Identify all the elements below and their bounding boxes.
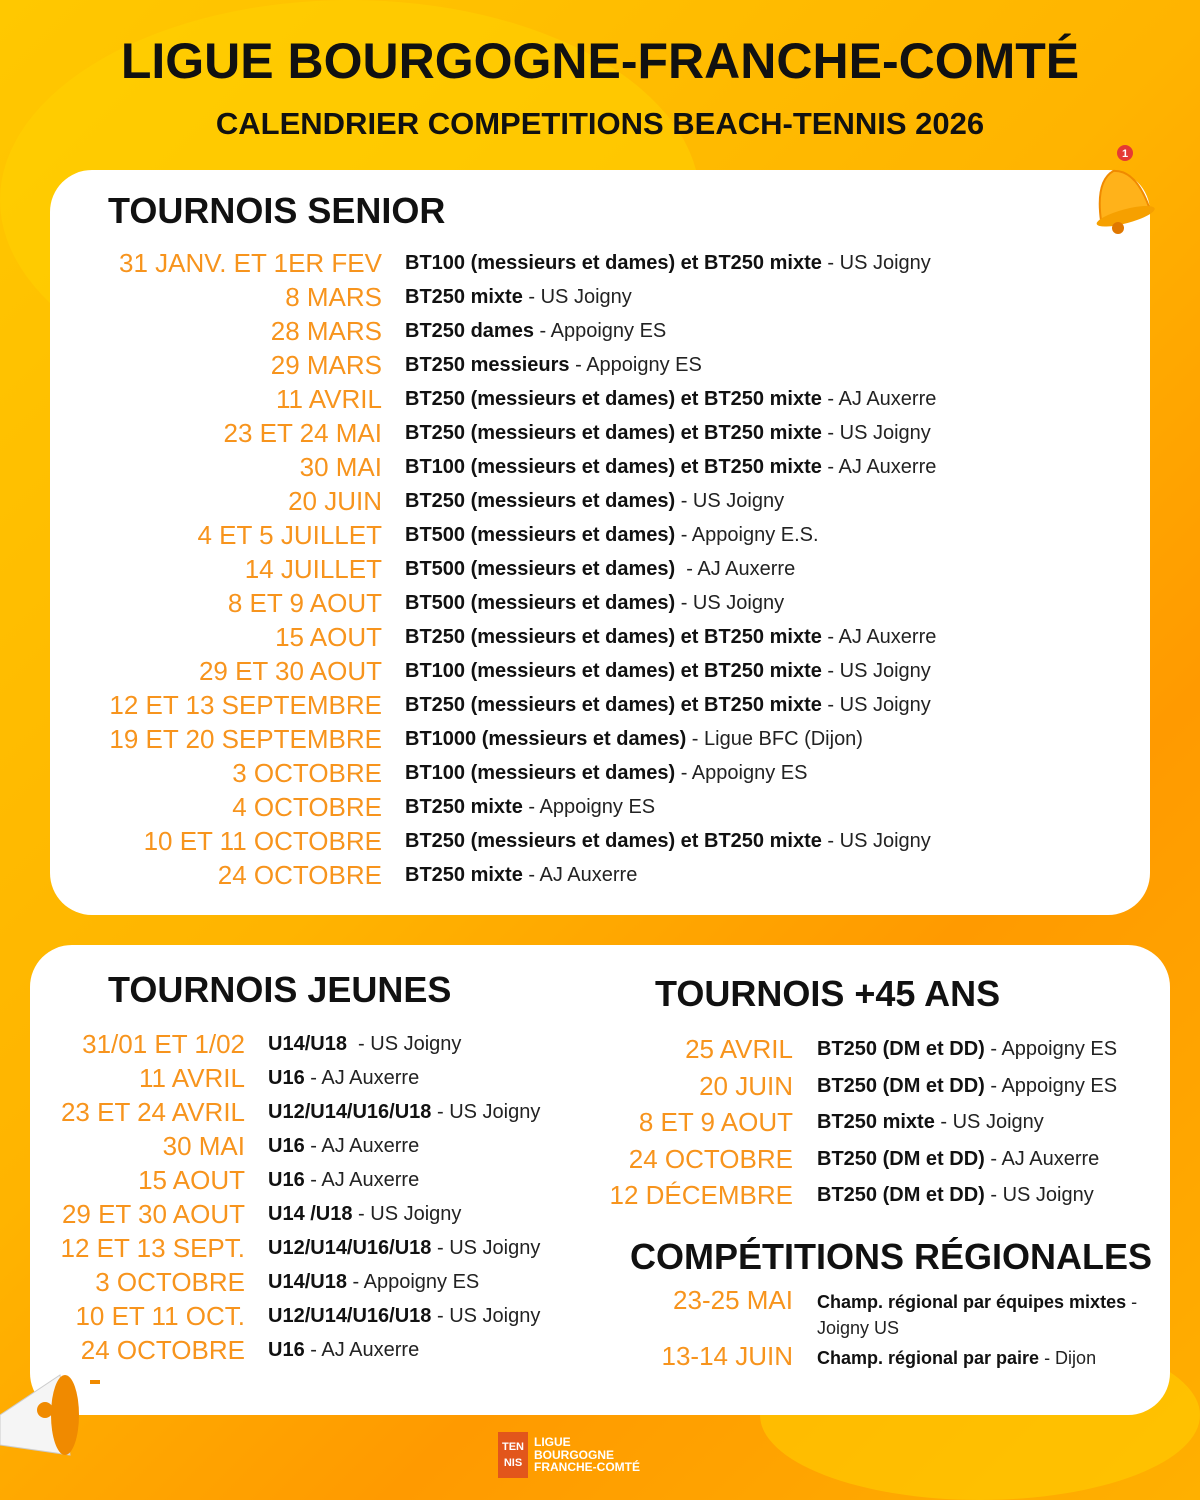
event-description (405, 486, 784, 513)
event-date: 15 AOUT (138, 1165, 245, 1195)
event-category: U12/U14/U16/U18 (268, 1237, 432, 1259)
event-category: BT250 mixte (405, 864, 523, 886)
schedule-row (50, 826, 936, 860)
event-location: - US Joigny (431, 1237, 541, 1259)
event-category: BT100 (messieurs et dames) et BT250 mixte (405, 660, 822, 682)
jeunes-list (30, 1029, 540, 1369)
event-date: 31/01 ET 1/02 (82, 1029, 245, 1059)
event-category: BT250 (messieurs et dames) et BT250 mixte (405, 388, 822, 410)
schedule-row (50, 622, 936, 656)
event-category: BT500 (messieurs et dames) (405, 558, 676, 580)
page-title: LIGUE BOURGOGNE-FRANCHE-COMTÉ (120, 33, 1080, 89)
event-date: 14 JUILLET (244, 554, 382, 584)
event-description (268, 1063, 419, 1090)
event-date: 24 OCTOBRE (628, 1143, 793, 1174)
notification-count: 1 (1121, 148, 1129, 160)
event-category: BT250 (messieurs et dames) et BT250 mixte (405, 694, 822, 716)
event-location: - Appoigny ES (984, 1038, 1118, 1060)
logo-box (498, 1432, 528, 1478)
event-date: 8 ET 9 AOUT (227, 588, 382, 618)
event-description (405, 282, 632, 309)
event-category: U16 (268, 1169, 305, 1191)
schedule-row (550, 1071, 1117, 1108)
event-location: - Appoigny E.S. (675, 524, 819, 546)
footer-logo (498, 1432, 640, 1478)
event-location: - US Joigny (821, 660, 931, 682)
event-category: BT250 (DM et DD) (817, 1184, 985, 1206)
event-description (817, 1071, 1117, 1098)
schedule-row (50, 690, 936, 724)
event-location: - AJ Auxerre (821, 456, 937, 478)
plus45-list (550, 1034, 1117, 1217)
schedule-row (50, 520, 936, 554)
event-date: 23 ET 24 AVRIL (60, 1097, 245, 1127)
event-category: BT1000 (messieurs et dames) (405, 728, 687, 750)
event-description (405, 554, 795, 581)
event-location: - Appoigny ES (675, 762, 808, 784)
event-description (405, 792, 655, 819)
event-category: BT250 (DM et DD) (817, 1074, 985, 1097)
event-category: BT250 mixte (405, 796, 523, 818)
event-description (405, 690, 931, 717)
schedule-row (50, 588, 936, 622)
event-date: 10 ET 11 OCTOBRE (143, 826, 382, 856)
event-date: 25 AVRIL (685, 1034, 793, 1064)
event-location: - US Joigny (934, 1111, 1044, 1133)
event-category: BT100 (messieurs et dames) et BT250 mixte (405, 456, 822, 478)
event-location: - AJ Auxerre (675, 558, 796, 580)
event-location: - AJ Auxerre (522, 864, 638, 886)
senior-card (50, 170, 1150, 915)
event-category: BT250 (DM et DD) (817, 1147, 985, 1170)
event-date: 29 ET 30 AOUT (61, 1199, 245, 1229)
event-location: - US Joigny (821, 422, 931, 444)
event-date: 3 OCTOBRE (95, 1267, 245, 1297)
event-location: - Appoigny ES (569, 354, 702, 376)
event-date: 12 ET 13 SEPTEMBRE (109, 690, 382, 720)
event-location: - Appoigny ES (984, 1074, 1118, 1097)
event-location: - Appoigny ES (522, 796, 656, 818)
event-description (817, 1180, 1094, 1207)
event-description (405, 758, 807, 785)
event-category: BT250 (messieurs et dames) et BT250 mixte (405, 422, 822, 444)
schedule-row (50, 350, 936, 384)
event-description (405, 622, 936, 649)
event-location: - AJ Auxerre (304, 1067, 420, 1089)
event-description (405, 452, 936, 479)
event-description (405, 656, 931, 683)
event-date: 19 ET 20 SEPTEMBRE (109, 724, 382, 754)
event-category: U12/U14/U16/U18 (268, 1305, 432, 1327)
schedule-row (50, 758, 936, 792)
schedule-row (550, 1285, 1147, 1341)
event-location: - AJ Auxerre (304, 1135, 420, 1157)
event-date: 13-14 JUIN (661, 1341, 793, 1371)
senior-heading: TOURNOIS SENIOR (108, 190, 446, 231)
event-location: - US Joigny (675, 490, 785, 512)
schedule-row (30, 1063, 540, 1097)
event-location: - AJ Auxerre (821, 388, 937, 410)
schedule-row (550, 1107, 1117, 1144)
senior-list (50, 248, 936, 894)
event-date: 20 JUIN (288, 486, 382, 516)
event-date: 31 JANV. ET 1ER FEV (118, 248, 382, 278)
event-location: - Dijon (1039, 1348, 1097, 1368)
event-date: 29 MARS (270, 350, 382, 380)
schedule-row (50, 792, 936, 826)
event-date: 12 ET 13 SEPT. (60, 1233, 245, 1263)
schedule-row (50, 656, 936, 690)
schedule-row (30, 1029, 540, 1063)
schedule-row (550, 1034, 1117, 1071)
event-description (405, 860, 637, 887)
event-description (817, 1034, 1117, 1061)
event-category: U16 (268, 1339, 305, 1361)
event-date: 29 ET 30 AOUT (198, 656, 382, 686)
event-description (268, 1029, 461, 1056)
logo-line: LIGUE (534, 1435, 571, 1450)
logo-line: FRANCHE-COMTÉ (534, 1460, 640, 1475)
regionales-list (550, 1285, 1147, 1377)
event-date: 8 ET 9 AOUT (638, 1107, 793, 1137)
schedule-row (50, 724, 936, 758)
event-category: BT250 (messieurs et dames) et BT250 mixte (405, 626, 822, 648)
schedule-row (550, 1180, 1117, 1217)
event-category: BT250 (messieurs et dames) (405, 490, 676, 512)
page-subtitle: CALENDRIER COMPETITIONS BEACH-TENNIS 2026 (215, 106, 985, 141)
event-description (405, 724, 863, 751)
event-location: - Ligue BFC (Dijon) (686, 728, 863, 750)
event-description (268, 1335, 419, 1362)
event-location: - AJ Auxerre (304, 1169, 420, 1191)
event-date: 24 OCTOBRE (217, 860, 382, 890)
event-location: - US Joigny (675, 592, 785, 614)
logo-box-bottom: NIS (503, 1457, 523, 1469)
event-date: 23-25 MAI (673, 1285, 793, 1315)
event-category: BT250 mixte (405, 286, 523, 308)
schedule-row (50, 384, 936, 418)
event-description (817, 1285, 1147, 1341)
schedule-row (550, 1144, 1117, 1181)
jeunes-heading: TOURNOIS JEUNES (108, 969, 452, 1010)
event-location: - US Joigny (821, 830, 931, 852)
event-description (405, 248, 931, 275)
event-location: - Joigny US (817, 1292, 1143, 1338)
event-description (405, 384, 936, 411)
event-description (268, 1301, 540, 1328)
event-description (268, 1097, 540, 1124)
megaphone-icon (0, 1355, 110, 1475)
event-date: 3 OCTOBRE (232, 758, 382, 788)
event-date: 30 MAI (162, 1131, 245, 1161)
schedule-row (50, 282, 936, 316)
schedule-row (50, 248, 936, 282)
event-date: 11 AVRIL (139, 1063, 245, 1093)
event-category: Champ. régional par paire (817, 1348, 1040, 1368)
event-location: - AJ Auxerre (821, 626, 937, 648)
event-date: 11 AVRIL (276, 384, 382, 414)
schedule-row (30, 1199, 540, 1233)
event-category: BT250 (DM et DD) (817, 1038, 985, 1060)
event-date: 28 MARS (270, 316, 382, 346)
schedule-row (50, 316, 936, 350)
event-date: 20 JUIN (699, 1070, 793, 1101)
event-location: - US Joigny (984, 1184, 1094, 1206)
event-date: 8 MARS (285, 282, 382, 312)
event-location: - US Joigny (431, 1305, 541, 1327)
schedule-row (550, 1341, 1147, 1377)
regionales-heading: COMPÉTITIONS RÉGIONALES (630, 1236, 1153, 1277)
event-date: 30 MAI (299, 452, 382, 482)
event-description (268, 1267, 479, 1294)
schedule-row (30, 1233, 540, 1267)
schedule-row (30, 1097, 540, 1131)
bottom-card (30, 945, 1170, 1415)
event-location: - Appoigny ES (533, 320, 667, 342)
event-date: 10 ET 11 OCT. (75, 1301, 245, 1331)
event-location: - AJ Auxerre (984, 1147, 1100, 1170)
logo-box-top: TEN (502, 1440, 524, 1453)
event-location: - US Joigny (522, 286, 632, 308)
plus45-heading: TOURNOIS +45 ANS (655, 973, 1001, 1014)
schedule-row (50, 554, 936, 588)
schedule-row (50, 860, 936, 894)
event-category: BT500 (messieurs et dames) (405, 524, 676, 546)
event-description (268, 1131, 419, 1158)
event-date: 15 AOUT (275, 622, 382, 652)
schedule-row (30, 1301, 540, 1335)
schedule-row (50, 486, 936, 520)
logo-line: BOURGOGNE (534, 1447, 615, 1462)
bell-icon (1080, 145, 1160, 235)
event-category: BT100 (messieurs et dames) et BT250 mixte (405, 252, 822, 274)
event-location: - US Joigny (346, 1033, 462, 1055)
event-category: U16 (268, 1135, 305, 1157)
schedule-row (30, 1131, 540, 1165)
event-category: BT250 messieurs (405, 354, 570, 376)
event-location: - Appoigny ES (346, 1271, 480, 1293)
event-category: U12/U14/U16/U18 (268, 1101, 432, 1123)
schedule-row (30, 1165, 540, 1199)
event-location: - AJ Auxerre (304, 1339, 420, 1361)
event-description (817, 1107, 1044, 1134)
event-category: U16 (268, 1067, 305, 1089)
event-description (268, 1199, 461, 1226)
logo-text (534, 1436, 640, 1474)
schedule-row (50, 418, 936, 452)
event-date: 24 OCTOBRE (80, 1335, 245, 1365)
event-description (405, 826, 931, 853)
event-description (817, 1341, 1147, 1371)
event-category: Champ. régional par équipes mixtes (817, 1292, 1127, 1312)
schedule-row (50, 452, 936, 486)
event-location: - US Joigny (431, 1101, 541, 1123)
event-category: BT250 mixte (817, 1111, 935, 1133)
event-description (405, 588, 784, 615)
event-date: 23 ET 24 MAI (223, 418, 382, 448)
event-category: BT250 dames (405, 320, 534, 342)
event-category: U14/U18 (268, 1033, 347, 1055)
schedule-row (30, 1267, 540, 1301)
event-location: - US Joigny (821, 252, 931, 274)
event-description (405, 520, 819, 547)
event-description (405, 316, 666, 343)
event-location: - US Joigny (352, 1203, 462, 1225)
event-category: BT100 (messieurs et dames) (405, 762, 676, 784)
event-date: 4 ET 5 JUILLET (197, 520, 382, 550)
event-date: 12 DÉCEMBRE (609, 1180, 793, 1210)
event-date: 4 OCTOBRE (232, 792, 382, 822)
event-category: BT250 (messieurs et dames) et BT250 mixte (405, 830, 822, 852)
event-category: U14/U18 (268, 1271, 347, 1293)
event-description (817, 1144, 1099, 1171)
event-category: U14 /U18 (268, 1203, 353, 1225)
event-location: - US Joigny (821, 694, 931, 716)
event-description (405, 350, 702, 377)
event-description (405, 418, 931, 445)
event-category: BT500 (messieurs et dames) (405, 592, 676, 614)
event-description (268, 1165, 419, 1192)
event-description (268, 1233, 540, 1260)
